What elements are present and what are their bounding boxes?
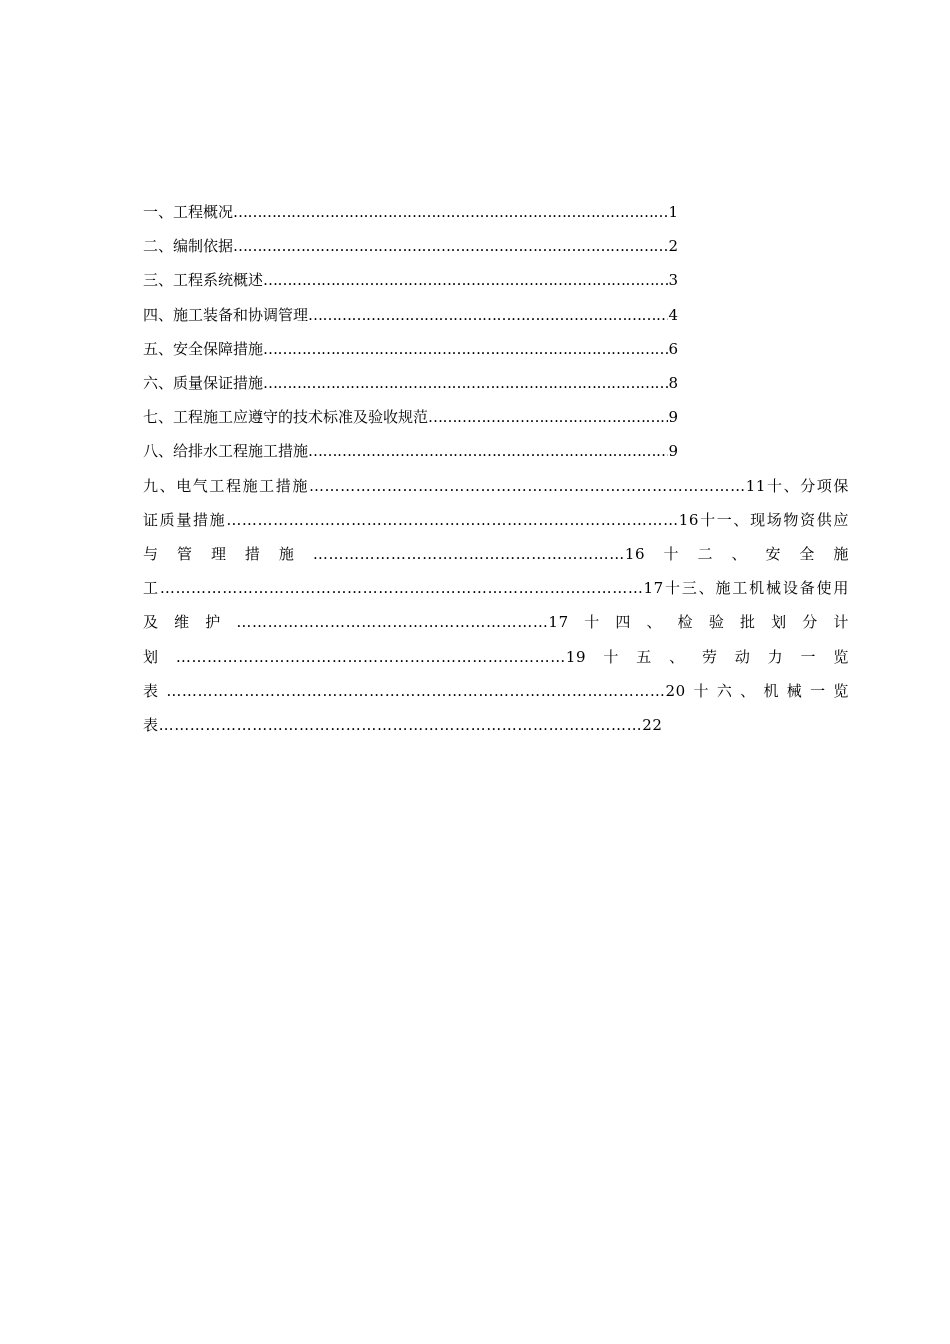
- toc-dot-leader: [308, 434, 668, 468]
- toc-dot-leader: [308, 298, 668, 332]
- toc-entry-title: 一、工程概况: [143, 203, 234, 221]
- toc-entry[interactable]: [143, 229, 678, 263]
- toc-entry-page: 9: [668, 442, 678, 461]
- toc-entry-page: 8: [668, 373, 678, 392]
- toc-entry[interactable]: [143, 195, 678, 229]
- toc-entry-title: 三、工程系统概述: [143, 271, 264, 290]
- toc-entry[interactable]: [143, 298, 678, 332]
- toc-entry-page: 4: [668, 305, 678, 324]
- toc-entry[interactable]: [143, 332, 678, 366]
- toc-entry[interactable]: [143, 434, 678, 468]
- toc-dot-leader: [233, 195, 668, 229]
- toc-dot-leader: [263, 366, 668, 400]
- toc-entry[interactable]: [143, 400, 678, 434]
- toc-entry-title: 六、质量保证措施: [143, 373, 264, 392]
- toc-entry-page: 3: [668, 271, 678, 290]
- toc-entry-page: 1: [668, 203, 678, 221]
- toc-dot-leader: [263, 263, 668, 297]
- toc-entry-title: 五、安全保障措施: [143, 339, 264, 358]
- toc-entry[interactable]: [143, 366, 678, 400]
- toc-run-on-entries: 九、电气工程施工措施…………………………………………………………………………11十、分项保证质量措施……………………………………………………………………………16十一、现场物资供应与管理措施……………………………………………………16十二、安全施工…………………………………………………………………………………17十三、施工机械设备使用及维护……………………………………………………17十四、检验批划分计划…………………………………………………………………19十五、劳动力一览表……………………………………………………………………………………20十六、机械一览表…………………………………………………………………………………22: [143, 476, 849, 734]
- toc-entry-title: 二、编制依据: [143, 237, 234, 256]
- toc-entry-page: 9: [668, 408, 678, 427]
- toc-entry-title: 七、工程施工应遵守的技术标准及验收规范: [143, 408, 429, 427]
- toc-entry-page: 2: [668, 237, 678, 256]
- table-of-contents: [143, 195, 849, 742]
- toc-dot-leader: [428, 400, 668, 434]
- toc-entry-title: 八、给排水工程施工措施: [143, 442, 309, 461]
- toc-entry-page: 6: [668, 339, 678, 358]
- toc-dot-leader: [263, 332, 668, 366]
- toc-entry[interactable]: [143, 263, 678, 297]
- toc-dot-leader: [233, 229, 668, 263]
- toc-entry-title: 四、施工装备和协调管理: [143, 305, 309, 324]
